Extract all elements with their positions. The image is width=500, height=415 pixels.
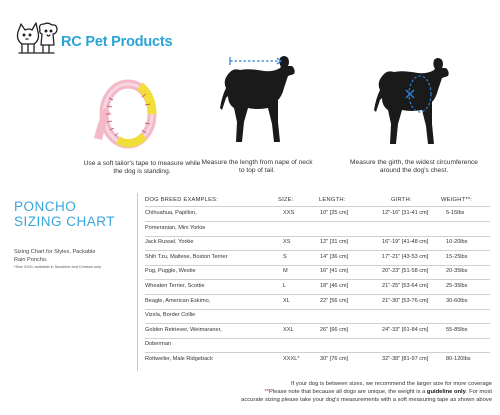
cell-length: 18" [46 cm]: [320, 283, 349, 289]
cell-girth: 20"-23" [51-58 cm]: [382, 268, 429, 275]
cell-length: 22" [56 cm]: [320, 297, 349, 304]
footer-line-measure: accurate sizing please take your dog's measurements with a soft measuring tape as shown above: [241, 397, 492, 403]
cell-size: XL: [283, 297, 290, 304]
cell-length: 30" [76 cm]: [320, 356, 349, 362]
dog-girth-illustration: [362, 52, 460, 152]
cell-weight: 30-60lbs: [446, 297, 468, 304]
dog-silhouette-icon: [208, 52, 302, 152]
girth-caption: Measure the girth, the widest circumference around the dog's chest.: [350, 159, 478, 175]
cell-breed: Chihuahua, Papillon,: [145, 210, 197, 216]
footer-weight-bold: guideline only: [426, 389, 466, 395]
row-divider: [145, 279, 490, 280]
cell-size: XS: [283, 239, 291, 246]
brand-name: RC Pet Products: [61, 34, 173, 50]
cell-size: L: [283, 283, 287, 289]
row-divider: [145, 323, 490, 324]
logo: [14, 18, 60, 58]
row-divider: [145, 250, 490, 251]
cell-weight: 20-35lbs: [446, 268, 468, 275]
cell-size: XXS: [283, 210, 295, 216]
tape-measure-icon: [88, 78, 162, 150]
header-breed: DOG BREED EXAMPLES:: [145, 197, 219, 203]
tape-caption: Use a soft tailor's tape to measure while the dog is standing.: [83, 160, 201, 176]
cell-breed: Pomeranian, Mini Yorkie: [145, 224, 206, 231]
cell-weight: 10-20lbs: [446, 239, 468, 246]
row-divider: [145, 221, 490, 222]
cell-girth: 12"-16" [31-41 cm]: [382, 210, 429, 216]
length-caption: Measure the length from nape of neck to top of tail.: [201, 159, 313, 175]
footer-asterisks: **: [264, 389, 269, 395]
size-table: [137, 193, 492, 371]
cell-size: XXXL*: [283, 356, 300, 362]
sizing-note: Sizing Chart for Styles, Packable Rain Poncho.: [14, 249, 96, 263]
row-divider: [145, 352, 490, 353]
cell-breed: Shih Tzu, Maltese, Boston Terrier: [145, 253, 228, 260]
dog-length-illustration: [208, 52, 302, 152]
header-weight: WEIGHT**:: [441, 197, 473, 203]
cell-size: S: [283, 253, 287, 260]
footer-notes: [100, 380, 492, 404]
row-divider: [145, 338, 490, 339]
cell-girth: 21"-25" [53-64 cm]: [382, 283, 429, 289]
chart-title-line2: SIZING CHART: [14, 214, 116, 229]
footer-line-coverage: If your dog is between sizes, we recommend the larger size for more coverage: [290, 381, 492, 387]
cell-breed: Wheaten Terrier, Scottie: [145, 283, 205, 289]
header-size: SIZE:: [278, 197, 294, 203]
cell-breed: Jack Russel, Yorkie: [145, 239, 194, 246]
row-divider: [145, 236, 490, 237]
footer-line-weight: [100, 388, 492, 396]
table-left-border: [137, 193, 138, 371]
cell-girth: 24"-33" [61-84 cm]: [382, 326, 429, 333]
cell-weight: 15-25lbs: [446, 253, 468, 260]
cell-girth: 21"-30" [53-76 cm]: [382, 297, 429, 304]
cell-length: 26" [66 cm]: [320, 326, 349, 333]
cell-weight: 5-15lbs: [446, 210, 465, 216]
cell-breed: Pug, Puggle, Westie: [145, 268, 196, 275]
header-girth: GIRTH:: [391, 197, 412, 203]
cell-breed: Rottweiler, Male Ridgeback: [145, 356, 213, 362]
cell-breed: Beagle, American Eskimo,: [145, 297, 211, 304]
cell-girth: 32"-38" [81-97 cm]: [382, 356, 429, 362]
cell-girth: 17"-21" [43-53 cm]: [382, 253, 429, 260]
row-divider: [145, 265, 490, 266]
tape-measure-illustration: [88, 78, 162, 150]
cell-breed: Doberman: [145, 341, 172, 348]
cell-girth: 16"-19" [41-48 cm]: [382, 239, 429, 246]
footer-weight-b: . For most: [465, 389, 492, 395]
cell-length: 12" [31 cm]: [320, 239, 349, 246]
size-availability-note: *Size XXXL available in Sunshine and Crimson only: [14, 265, 102, 269]
row-divider: [145, 294, 490, 295]
row-divider: [145, 309, 490, 310]
cell-size: M: [283, 268, 288, 275]
cell-weight: 80-120lbs: [446, 356, 471, 362]
header-length: LENGTH:: [319, 197, 346, 203]
pets-logo-icon: [14, 18, 60, 58]
header-divider: [145, 206, 490, 207]
cell-weight: 55-85lbs: [446, 326, 468, 333]
chart-title-line1: PONCHO: [14, 199, 77, 214]
footer-weight-a: Please note that because all dogs are unique, the weight is a: [269, 389, 427, 395]
cell-breed: Golden Retriever, Weimaraner,: [145, 326, 222, 333]
cell-length: 10" [25 cm]: [320, 210, 349, 216]
cell-weight: 25-35lbs: [446, 283, 468, 289]
cell-breed: Vizsla, Border Collie: [145, 312, 196, 319]
cell-length: 14" [36 cm]: [320, 253, 349, 260]
cell-length: 16" [41 cm]: [320, 268, 349, 275]
cell-size: XXL: [283, 326, 294, 333]
dog-girth-icon: [362, 52, 460, 152]
